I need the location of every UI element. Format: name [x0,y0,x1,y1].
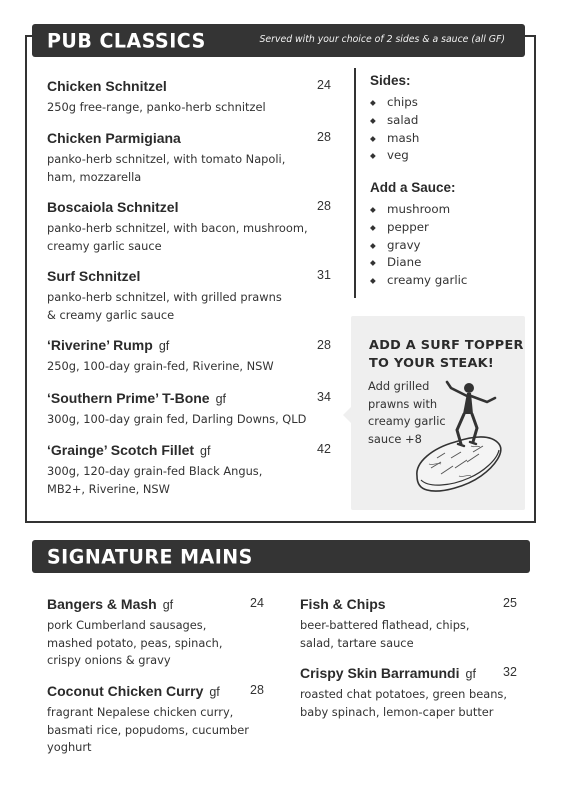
item-name: Boscaiola Schnitzel [47,199,179,215]
signature-mains-banner [32,540,530,573]
item-price: 31 [317,268,331,282]
signature-mains-title: SIGNATURE MAINS [47,544,253,569]
item-description: 250g free-range, panko-herb schnitzel [47,100,266,114]
diamond-bullet-icon: ◆ [370,276,376,286]
item-price: 42 [317,442,331,456]
item-price: 32 [503,665,517,679]
item-description: 300g, 100-day grain fed, Darling Downs, QLD [47,412,307,426]
menu-item-riverine-rump [47,335,274,376]
menu-item-chicken-schnitzel [47,76,266,117]
sides-list [370,94,419,165]
item-description: pork Cumberland sausages, mashed potato, peas, spinach, crispy onions & gravy [47,618,223,667]
pub-classics-banner [32,24,525,57]
item-price: 28 [317,130,331,144]
list-item: ◆ pepper [370,219,467,237]
item-name: ‘Riverine’ Rump [47,337,153,353]
item-price: 28 [317,338,331,352]
menu-item-crispy-skin-barramundi [300,663,507,721]
gf-tag: gf [209,685,220,699]
item-name: Fish & Chips [300,596,386,612]
item-description: 300g, 120-day grain-fed Black Angus, MB2+, Riverine, NSW [47,464,263,496]
gf-tag: gf [465,667,476,681]
callout-pointer [343,406,352,424]
list-item: ◆ veg [370,147,419,165]
item-description: panko-herb schnitzel, with tomato Napoli, ham, mozzarella [47,152,286,184]
item-price: 24 [317,78,331,92]
menu-item-grainge-scotch-fillet [47,440,262,498]
menu-item-southern-prime-t-bone [47,388,306,429]
surf-topper-callout [351,316,525,510]
diamond-bullet-icon: ◆ [370,222,376,232]
column-divider [354,68,356,298]
diamond-bullet-icon: ◆ [370,115,376,125]
item-name: Crispy Skin Barramundi [300,665,460,681]
item-price: 28 [250,683,264,697]
menu-item-fish-chips [300,594,470,652]
menu-item-bangers-mash [47,594,222,670]
pub-classics-subtitle: Served with your choice of 2 sides & a sauce (all GF) [259,34,505,45]
item-price: 28 [317,199,331,213]
menu-item-coconut-chicken-curry [47,681,249,757]
surf-topper-title: ADD A SURF TOPPER TO YOUR STEAK! [369,338,524,371]
item-name: Coconut Chicken Curry [47,683,204,699]
sauces-list [370,201,467,290]
menu-item-surf-schnitzel [47,266,282,324]
item-name: Surf Schnitzel [47,268,141,284]
item-description: roasted chat potatoes, green beans, baby spinach, lemon-caper butter [300,687,507,719]
diamond-bullet-icon: ◆ [370,133,376,143]
item-name: Chicken Schnitzel [47,78,167,94]
surf-topper-description: Add grilled prawns with creamy garlic sauce +8 [368,379,446,446]
menu-item-chicken-parmigiana [47,128,285,186]
sides-heading: Sides: [370,73,411,88]
diamond-bullet-icon: ◆ [370,205,376,214]
item-description: panko-herb schnitzel, with grilled prawns & creamy garlic sauce [47,290,282,322]
menu-item-boscaiola-schnitzel [47,197,308,255]
item-name: ‘Grainge’ Scotch Fillet [47,442,195,458]
item-name: ‘Southern Prime’ T-Bone [47,390,210,406]
diamond-bullet-icon: ◆ [370,258,376,268]
item-description: panko-herb schnitzel, with bacon, mushroom, creamy garlic sauce [47,221,308,253]
surfer-on-steak-icon [411,378,523,504]
item-description: beer-battered flathead, chips, salad, tartare sauce [300,618,470,650]
item-price: 34 [317,390,331,404]
list-item: ◆ salad [370,112,419,130]
diamond-bullet-icon: ◆ [370,98,376,107]
gf-tag: gf [158,339,170,353]
gf-tag: gf [215,392,227,406]
gf-tag: gf [200,444,211,458]
list-item: ◆ Diane [370,254,467,272]
list-item: ◆ mushroom [370,201,467,219]
item-name: Chicken Parmigiana [47,130,181,146]
sauces-heading: Add a Sauce: [370,180,456,195]
item-description: 250g, 100-day grain-fed, Riverine, NSW [47,359,274,373]
diamond-bullet-icon: ◆ [370,240,376,250]
item-price: 25 [503,596,517,610]
item-price: 24 [250,596,264,610]
item-name: Bangers & Mash [47,596,157,612]
gf-tag: gf [162,598,174,612]
item-description: fragrant Nepalese chicken curry, basmati rice, popudoms, cucumber yoghurt [47,705,249,754]
list-item: ◆ creamy garlic [370,272,467,290]
list-item: ◆ gravy [370,237,467,255]
list-item: ◆ mash [370,130,419,148]
list-item: ◆ chips [370,94,419,112]
pub-classics-title: PUB CLASSICS [47,28,206,53]
diamond-bullet-icon: ◆ [370,151,376,161]
